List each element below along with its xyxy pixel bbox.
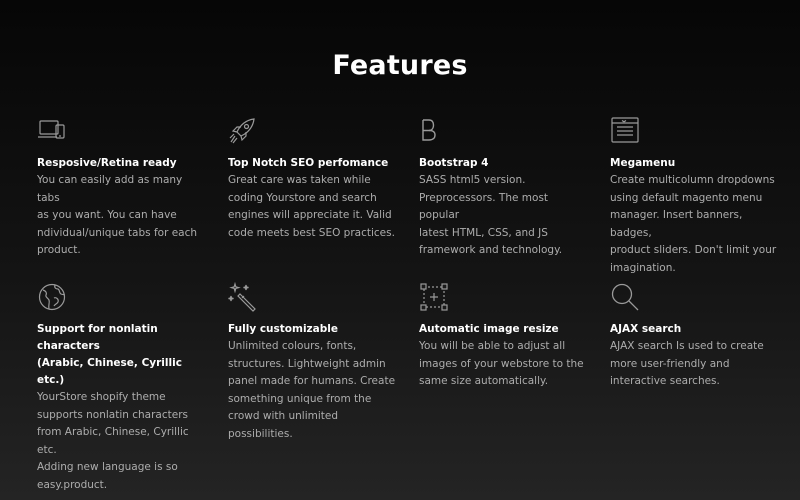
bootstrap-icon: [419, 116, 449, 146]
feature-description: Create multicolumn dropdowns using default magento menu manager. Insert banners, badges, product sliders. Don't limit your imagination.: [610, 174, 777, 274]
feature-item: [37, 282, 207, 495]
megamenu-icon: [610, 116, 640, 146]
feature-description: You will be able to adjust all images of your webstore to the same size automatically.: [419, 340, 584, 388]
feature-description: You can easily add as many tabs as you want. You can have ndividual/unique tabs for each product.: [37, 174, 198, 257]
feature-item: [610, 282, 780, 391]
feature-description: AJAX search Is used to create more user-friendly and interactive searches.: [610, 340, 764, 388]
feature-title: Megamenu: [610, 157, 676, 169]
search-icon: [610, 282, 640, 312]
feature-item: [228, 282, 398, 444]
feature-title: AJAX search: [610, 323, 682, 335]
magic-wand-icon: [228, 282, 258, 312]
feature-item: [228, 116, 398, 242]
image-resize-icon: [419, 282, 449, 312]
feature-item: [37, 116, 207, 260]
globe-icon: [37, 282, 67, 312]
devices-icon: [37, 116, 67, 146]
page-title: Features: [332, 50, 468, 81]
feature-title: Fully customizable: [228, 323, 338, 335]
feature-title: Automatic image resize: [419, 323, 559, 335]
feature-item: [610, 116, 780, 278]
feature-item: [419, 282, 589, 391]
feature-title: Top Notch SEO perfomance: [228, 157, 389, 169]
feature-description: Unlimited colours, fonts, structures. Lightweight admin panel made for humans. Create something unique from the crowd with unlimited possibilities.: [228, 340, 396, 440]
feature-description: SASS html5 version. Preprocessors. The most popular latest HTML, CSS, and JS framework and technology.: [419, 174, 563, 257]
feature-description: YourStore shopify theme supports nonlatin characters from Arabic, Chinese, Cyrillic etc. Adding new language is so easy.product.: [37, 391, 189, 491]
rocket-icon: [228, 116, 258, 146]
feature-title: Support for nonlatin characters (Arabic, Chinese, Cyrillic etc.): [37, 323, 182, 386]
feature-title: Bootstrap 4: [419, 157, 489, 169]
feature-title: Resposive/Retina ready: [37, 157, 177, 169]
feature-description: Great care was taken while coding Yourstore and search engines will appreciate it. Valid code meets best SEO practices.: [228, 174, 395, 239]
feature-item: [419, 116, 589, 260]
